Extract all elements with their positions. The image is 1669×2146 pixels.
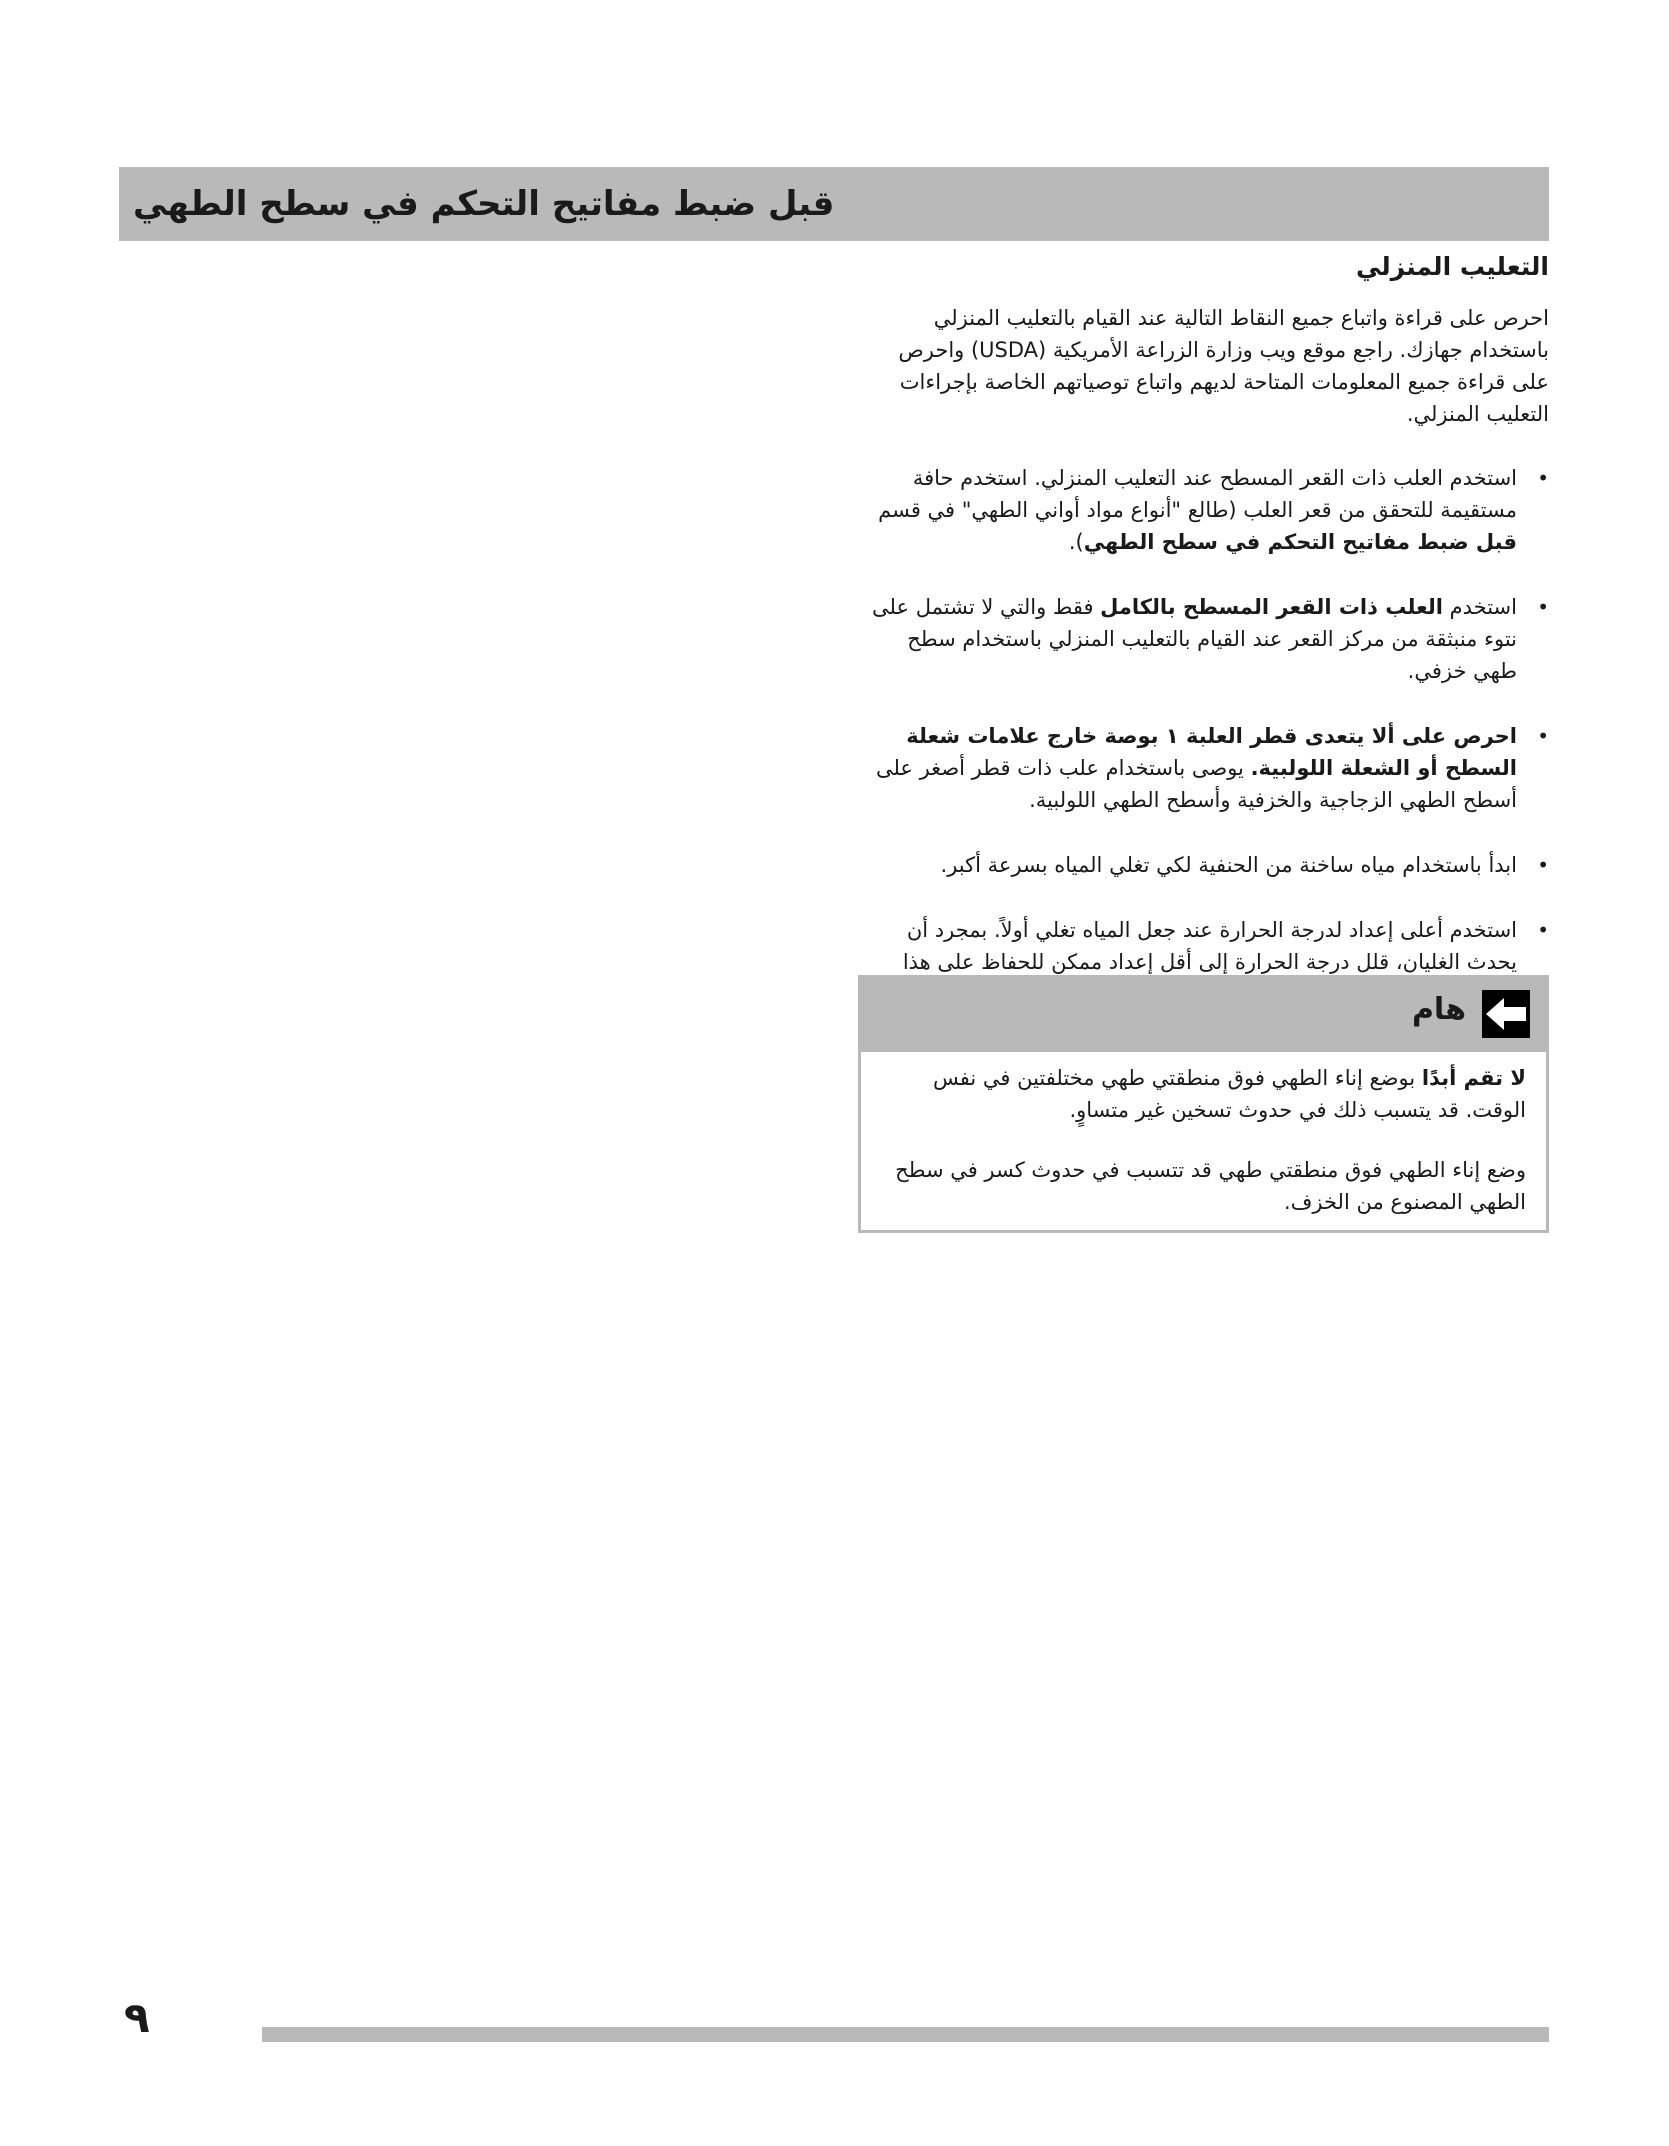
important-paragraph: وضع إناء الطهي فوق منطقتي طهي قد تتسبب في حدوث كسر في سطح الطهي المصنوع من الخزف. [895,1158,1526,1214]
section-heading: التعليب المنزلي [1355,252,1549,281]
page-title-bar [119,167,1549,241]
important-body [861,1052,1546,1218]
important-label: هام [1411,992,1466,1027]
arrow-left-icon [1482,990,1530,1038]
list-item: • استخدم العلب ذات القعر المسطح عند التعليب المنزلي. استخدم حافة مستقيمة للتحقق من قعر العلب (طالع "أنواع مواد أواني الطهي" في قسم قبل ضبط مفاتيح التحكم في سطح الطهي). [858,462,1549,558]
page-number: ٩ [124,1993,150,2042]
important-header [861,978,1546,1052]
list-item: • استخدم العلب ذات القعر المسطح بالكامل فقط والتي لا تشتمل على نتوء منبثقة من مركز القعر عند القيام بالتعليب المنزلي باستخدام سطح طهي خزفي. [858,591,1549,687]
important-notice [858,975,1549,1233]
important-paragraph: لا تقم أبدًا بوضع إناء الطهي فوق منطقتي طهي مختلفتين في نفس الوقت. قد يتسبب ذلك في حدوث تسخين غير متساوٍ. [932,1066,1526,1122]
intro-paragraph: احرص على قراءة واتباع جميع النقاط التالية عند القيام بالتعليب المنزلي باستخدام جهازك. راجع موقع ويب وزارة الزراعة الأمريكية (USDA) واحرص على قراءة جميع المعلومات المتاحة لديهم واتباع توصياتهم الخاصة بإجراءات التعليب المنزلي. [898,306,1549,426]
canning-tips-list [858,462,1549,1043]
list-item: • ابدأ باستخدام مياه ساخنة من الحنفية لكي تغلي المياه بسرعة أكبر. [858,849,1549,881]
list-item: • استخدم أعلى إعداد لدرجة الحرارة عند جعل المياه تغلي أولاً. بمجرد أن يحدث الغليان، قلل درجة الحرارة إلى أقل إعداد ممكن للحفاظ على هذا [858,914,1549,1010]
page-title: قبل ضبط مفاتيح التحكم في سطح الطهي [133,184,835,224]
list-item: • احرص على ألا يتعدى قطر العلبة ١ بوصة خارج علامات شعلة السطح أو الشعلة اللولبية. يوصى باستخدام علب ذات قطر أصغر على أسطح الطهي الزجاجية والخزفية وأسطح الطهي اللولبية. [858,720,1549,816]
footer-divider [262,2027,1549,2042]
